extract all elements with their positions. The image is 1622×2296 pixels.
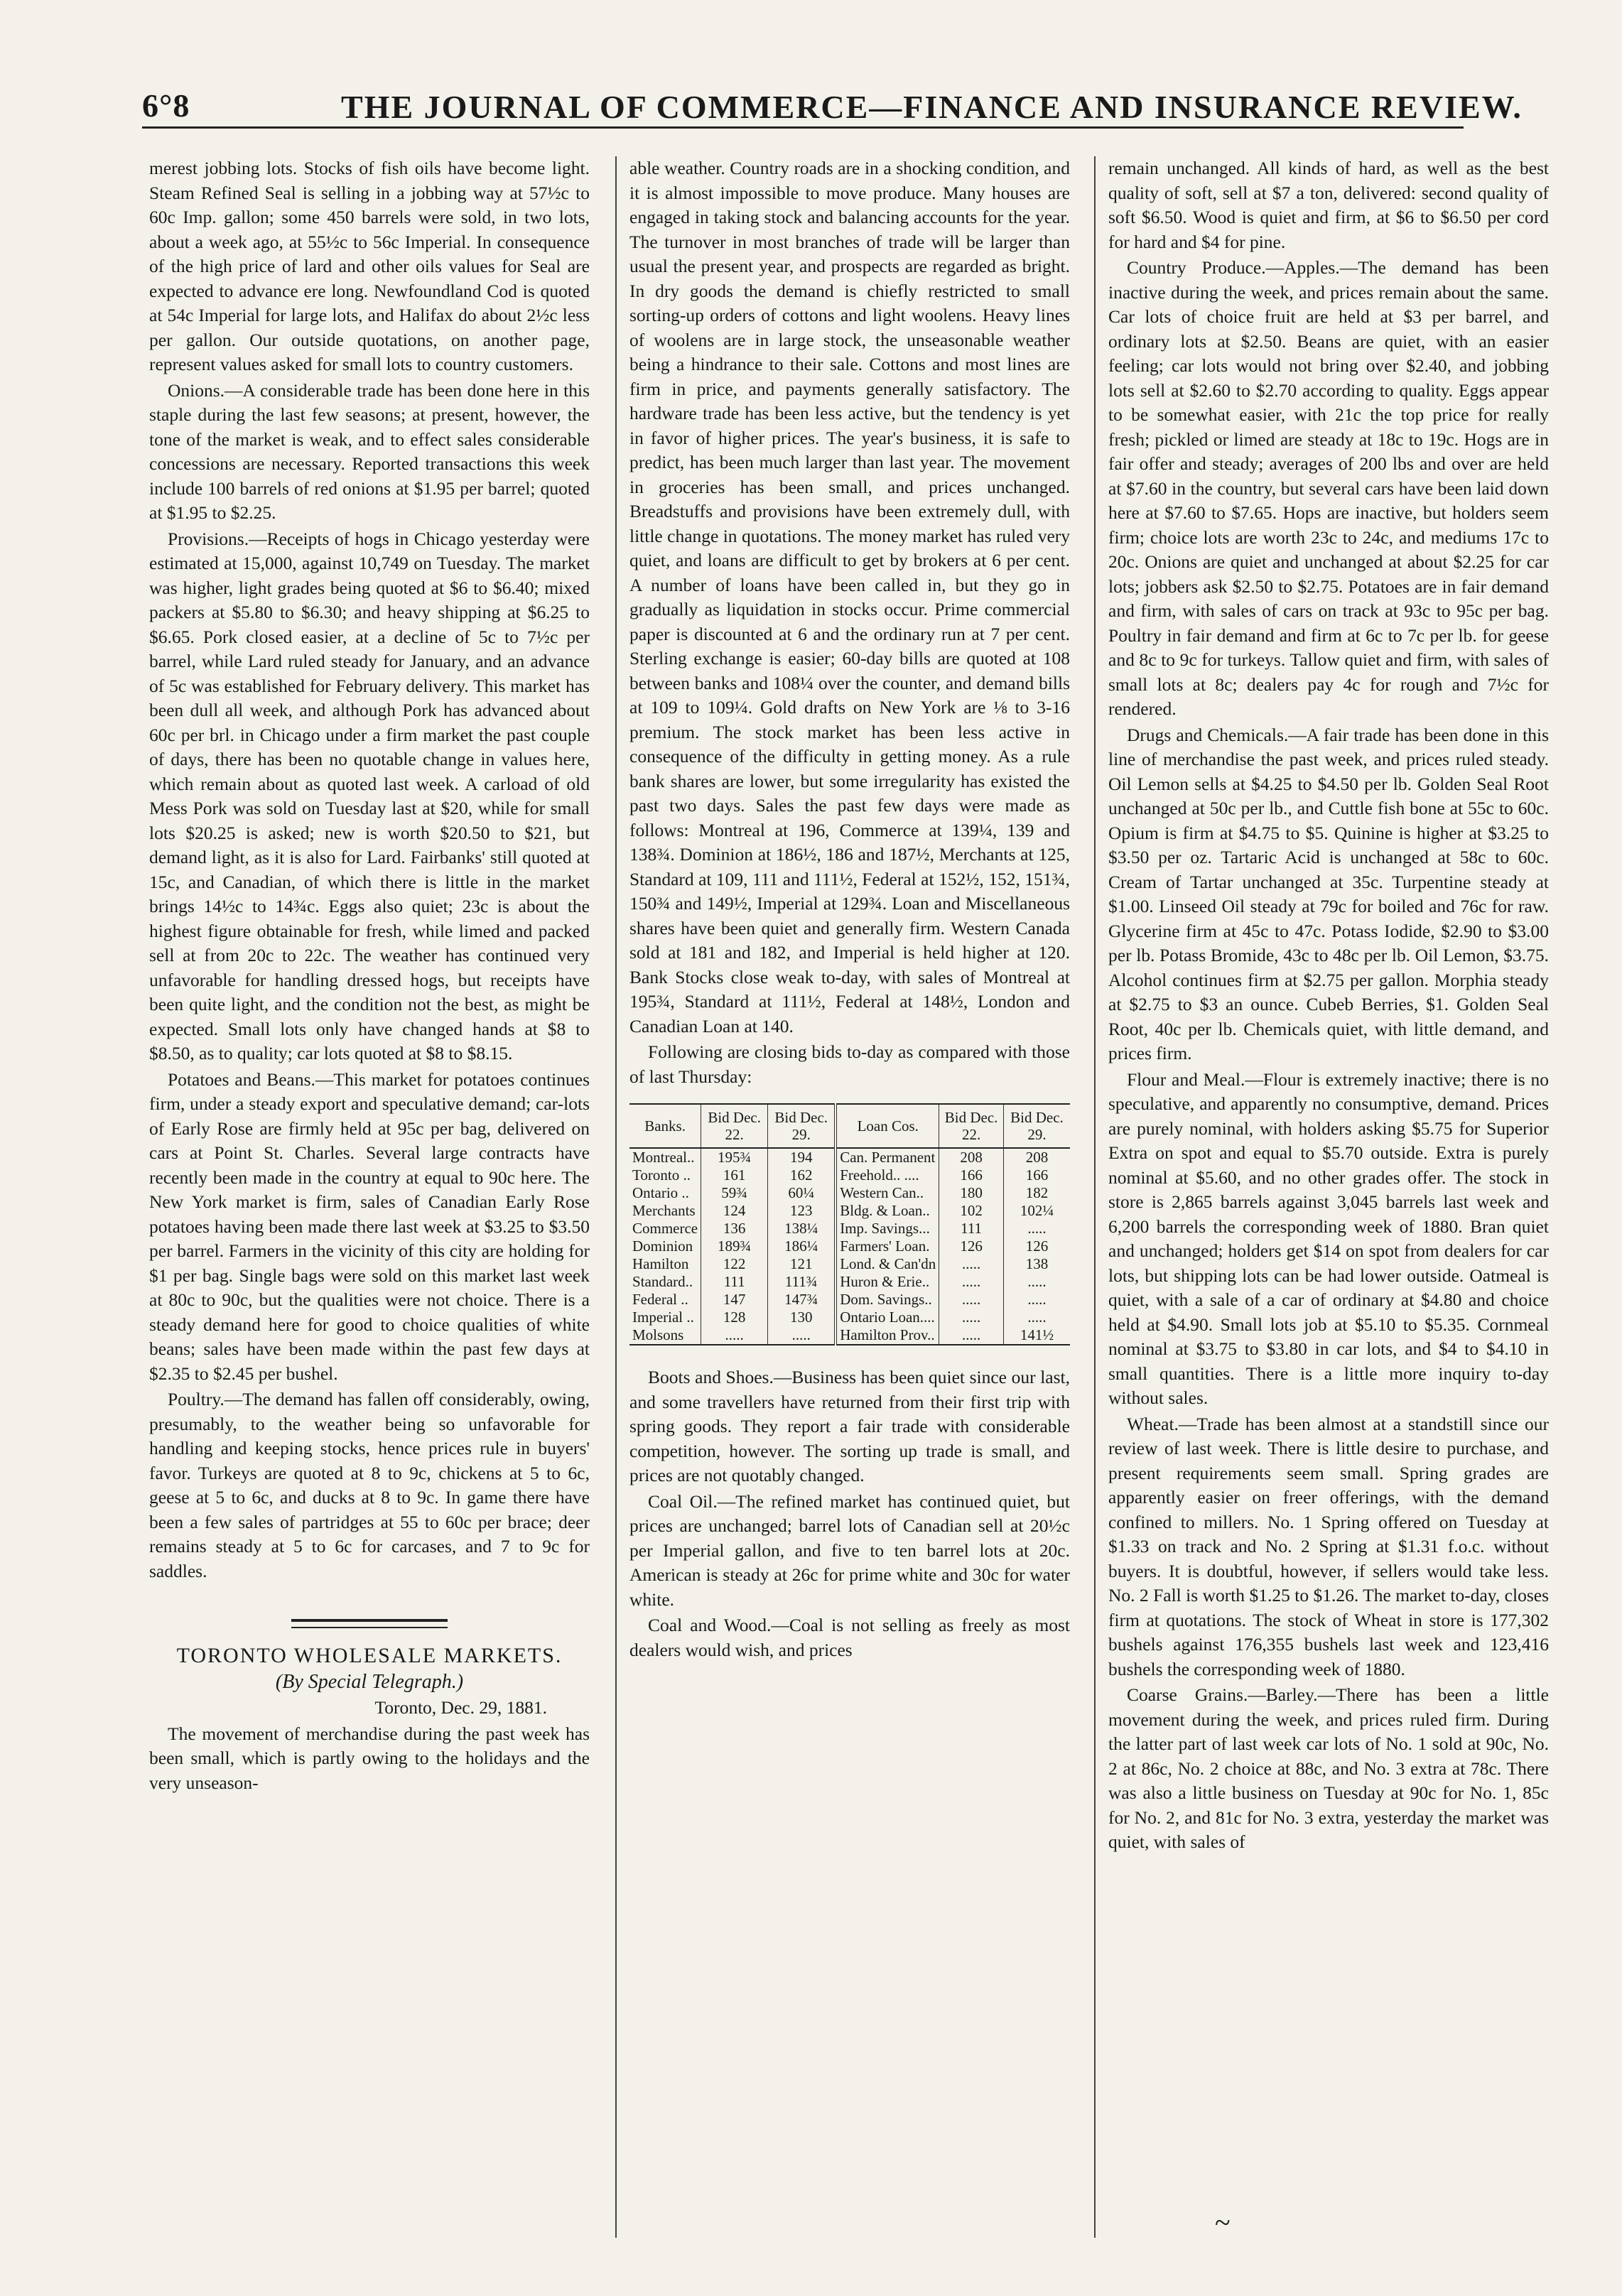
table-cell: 111 bbox=[701, 1273, 768, 1291]
table-cell: ..... bbox=[1003, 1273, 1070, 1291]
table-cell: 130 bbox=[768, 1309, 836, 1326]
dateline: Toronto, Dec. 29, 1881. bbox=[374, 1697, 547, 1718]
column-header: Loan Cos. bbox=[836, 1104, 939, 1148]
table-row bbox=[629, 1220, 1070, 1238]
table-header-row bbox=[629, 1104, 1070, 1148]
paragraph-coarse-grains: Coarse Grains.—Barley.—There has been a little movement during the week, and prices ruled firm. During the latter part of last week car lots of No. 1 sold at 90c, No. 2 at 86c, No. 2 choice at 88c, and No. 3 extra at 78c. There was also a little business on Tuesday at 90c for No. 1, 85c for No. 2, and 81c for No. 3 extra, yesterday the market was quiet, with sales of bbox=[1108, 1684, 1549, 1852]
table-cell: Dominion bbox=[632, 1238, 693, 1255]
paragraph: The movement of merchandise during the past week has been small, which is partly owing to the holidays and the very unseason- bbox=[149, 1723, 590, 1793]
section-title: TORONTO WHOLESALE MARKETS. bbox=[176, 1644, 563, 1667]
table-cell: Farmers' Loan. bbox=[836, 1238, 939, 1255]
column-header: Bid Dec. 29. bbox=[768, 1104, 836, 1148]
paragraph-coal-oil: Coal Oil.—The refined market has continued quiet, but prices are unchanged; barrel lots of Canadian sell at 20½c per Imperial gallon, and five to ten barrel lots at 20c. American is steady at 26c for prime white and 30c for water white. bbox=[629, 1490, 1070, 1610]
paragraph: able weather. Country roads are in a shocking condition, and it is almost impossible to move produce. Many houses are engaged in taking stock and balancing accounts for the year. The turnover in most branches of trade will be larger than usual the present year, and prospects are regarded as bright. In dry goods the demand is chiefly restricted to small sorting-up orders of cottons and light woolens. Heavy lines of woolens are in large stock, the unseasonable weather being a hindrance to their sale. Cottons and most lines are firm in price, and payments generally satisfactory. The hardware trade has been less active, but the tendency is yet in favor of higher prices. The year's business, it is safe to predict, has been much larger than last year. The movement in groceries has been small, and prices unchanged. Breadstuffs and provisions have been extremely dull, with little change in quotations. The money market has ruled very quiet, and loans are difficult to get by brokers at 6 per cent. A number of loans have been called in, but they go in gradually as liquidation in stocks occur. Prime commercial paper is discounted at 6 and the ordinary run at 7 per cent. Sterling exchange is easier; 60-day bills are quoted at 108 between banks and 108¼ over the counter, and demand bills at 109 to 109¼. Gold drafts on New York are ⅛ to 3-16 premium. The stock market has been less active in consequence of the difficulty in getting money. As a rule bank shares are lower, but some irregularity has existed the past two days. Sales the past few days were made as follows: Montreal at 196, Commerce at 139¼, 139 and 138¾. Dominion at 186½, 186 and 187½, Merchants at 125, Standard at 109, 111 and 111½, Federal at 152½, 152, 151¾, 150¾ and 149½, Imperial at 129¾. Loan and Miscellaneous shares have been quiet and generally firm. Western Canada sold at 181 and 182, and Imperial is held higher at 120. Bank Stocks close weak to-day, with sales of Montreal at 195¾, Standard at 111½, Federal at 148½, London and Canadian Loan at 140. bbox=[629, 158, 1070, 1036]
paragraph-poultry: Poultry.—The demand has fallen off considerably, owing, presumably, to the weather being so unfavorable for handling and keeping stocks, hence prices rule in buyers' favor. Turkeys are quoted at 8 to 9c, chickens at 5 to 6c, geese at 5 to 6c, and ducks at 8 to 9c. In game there have been a few sales of partridges at 55 to 60c per brace; deer remains steady at 5 to 6c for carcases, and 7 to 9c for saddles. bbox=[149, 1389, 590, 1581]
journal-title: THE JOURNAL OF COMMERCE—FINANCE AND INSURANCE REVIEW. bbox=[341, 89, 1523, 125]
table-cell: Ontario Loan.... bbox=[836, 1309, 939, 1326]
table-row bbox=[629, 1202, 1070, 1220]
table-cell: 111¾ bbox=[768, 1273, 836, 1291]
table-cell: 208 bbox=[939, 1148, 1004, 1166]
table-cell: 147¾ bbox=[768, 1291, 836, 1309]
column-header: Bid Dec. 29. bbox=[1003, 1104, 1070, 1148]
table-cell: Can. Permanent bbox=[836, 1148, 939, 1166]
table-cell: ..... bbox=[939, 1291, 1004, 1309]
section-subtitle: (By Special Telegraph.) bbox=[275, 1670, 464, 1693]
paragraph-boots-shoes: Boots and Shoes.—Business has been quiet since our last, and some travellers have returned from their first trip with spring goods. They report a fair trade with considerable competition, however. The sorting up trade is small, and prices are not quotably changed. bbox=[629, 1367, 1070, 1485]
table-cell: 166 bbox=[1003, 1166, 1070, 1184]
paragraph-country-produce: Country Produce.—Apples.—The demand has been inactive during the week, and prices remain about the same. Car lots of choice fruit are held at $3 per barrel, and ordinary lots at $2.50. Beans are quiet, with an easier feeling; car lots would not bring over $2.40, and jobbing lots sell at $2.60 to $2.70 according to quality. Eggs appear to be somewhat easier, with 21c the top price for really fresh; pickled or limed are steady at 18c to 19c. Hogs are in fair offer and steady; averages of 200 lbs and over are held at $7.60 in the country, but several cars have been laid down here at $7.60 to $7.65. Hops are inactive, but holders seem firm; choice lots are worth 23c to 24c, and mediums 17c to 20c. Onions are quiet and unchanged at about $2.25 for car lots; jobbers ask $2.50 to $2.75. Potatoes are in fair demand and firm, with sales of cars on track at 93c to 95c per bag. Poultry in fair demand and firm at 6c to 7c per lb. for geese and 8c to 9c for turkeys. Tallow quiet and firm, with sales of small lots at 8c; dealers pay 4c for rough and 7½c for rendered. bbox=[1108, 257, 1549, 719]
bids-table bbox=[629, 1103, 1070, 1345]
table-cell: ..... bbox=[939, 1326, 1004, 1345]
table-cell: ..... bbox=[768, 1326, 836, 1345]
column-header: Bid Dec. 22. bbox=[939, 1104, 1004, 1148]
table-cell: 162 bbox=[768, 1166, 836, 1184]
table-cell: Imp. Savings... bbox=[836, 1220, 939, 1238]
table-cell: 180 bbox=[939, 1184, 1004, 1202]
table-cell: ..... bbox=[1003, 1291, 1070, 1309]
table-row bbox=[629, 1291, 1070, 1309]
column-3 bbox=[1108, 156, 1549, 2245]
table-cell: ..... bbox=[939, 1309, 1004, 1326]
table-row bbox=[629, 1166, 1070, 1184]
table-cell: Freehold.. .... bbox=[836, 1166, 939, 1184]
table-row bbox=[629, 1273, 1070, 1291]
paragraph-wheat: Wheat.—Trade has been almost at a standstill since our review of last week. There is little desire to purchase, and present requirements seem small. Spring grades are apparently easier on freer offerings, with the demand confined to millers. No. 1 Spring offered on Tuesday at $1.33 on track and No. 2 Spring at $1.31 f.o.c. without buyers. It is doubtful, however, if sellers would take less. No. 2 Fall is worth $1.25 to $1.26. The market to-day, closes firm at quotations. The stock of Wheat in store is 177,302 bushels against 176,355 bushels last week and 123,416 bushels the corresponding week of 1880. bbox=[1108, 1413, 1549, 1679]
table-row bbox=[629, 1309, 1070, 1326]
paragraph-table-intro: Following are closing bids to-day as compared with those of last Thursday: bbox=[629, 1041, 1070, 1087]
paragraph-coal-wood: Coal and Wood.—Coal is not selling as freely as most dealers would wish, and prices bbox=[629, 1615, 1070, 1660]
paragraph-flour-meal: Flour and Meal.—Flour is extremely inactive; there is no speculative, and apparently no consumptive, demand. Prices are purely nominal, with holders asking $5.75 for Superior Extra on spot and equal to $5.70 outside. Extra is purely nominal at $5.60, and no other grades offer. The stock in store is 2,865 barrels against 3,045 barrels last week and 6,200 barrels the corresponding week of 1880. Bran quiet and unchanged; holders get $14 on spot from dealers for car lots, but shipping lots can be had lower outside. Oatmeal is quiet, with a sale of a car of ordinary at $4.80 and choice held at $4.90. Small lots job at $5.10 to $5.35. Cornmeal nominal at $3.75 to $3.80 in car lots, and $4 to $4.10 in small quantities. There is a little more inquiry to-day without sales. bbox=[1108, 1068, 1549, 1408]
table-cell: 166 bbox=[939, 1166, 1004, 1184]
section-separator bbox=[291, 1619, 448, 1628]
paragraph-drugs-chemicals: Drugs and Chemicals.—A fair trade has been done in this line of merchandise the past week, and prices ruled steady. Oil Lemon sells at $4.25 to $4.50 per lb. Golden Seal Root unchanged at 50c per lb., and Cuttle fish bone at 55c to 60c. Opium is firm at $4.75 to $5. Quinine is higher at $3.25 to $3.50 per oz. Tartaric Acid is unchanged at 58c to 60c. Cream of Tartar unchanged at 35c. Turpentine steady at $1.00. Linseed Oil steady at 79c for boiled and 76c for raw. Glycerine firm at 45c to 47c. Potass Iodide, $2.90 to $3.00 per lb. Potass Bromide, 43c to 48c per lb. Oil Lemon, $3.75. Alcohol continues firm at $2.75 per gallon. Morphia steady at $2.75 to $3 an ounce. Cubeb Berries, $1. Golden Seal Root, 40c per lb. Chemicals quiet, with little demand, and prices firm. bbox=[1108, 724, 1549, 1063]
table-cell: Standard.. bbox=[632, 1273, 693, 1290]
table-cell: 124 bbox=[701, 1202, 768, 1220]
table-cell: Molsons bbox=[632, 1326, 684, 1343]
table-cell: Huron & Erie.. bbox=[836, 1273, 939, 1291]
table-cell: 126 bbox=[939, 1238, 1004, 1255]
table-cell: 126 bbox=[1003, 1238, 1070, 1255]
table-cell: 189¾ bbox=[701, 1238, 768, 1255]
table-row bbox=[629, 1184, 1070, 1202]
table-cell: ..... bbox=[1003, 1309, 1070, 1326]
table-cell: ..... bbox=[939, 1255, 1004, 1273]
paragraph-onions: Onions.—A considerable trade has been done here in this staple during the last few seasons; at present, however, the tone of the market is weak, and to effect sales considerable concessions are necessary. Reported transactions this week include 100 barrels of red onions at $1.95 per barrel; quoted at $1.95 to $2.25. bbox=[149, 379, 590, 523]
paragraph: remain unchanged. All kinds of hard, as well as the best quality of soft, sell at $7 a ton, delivered: second quality of soft $6.50. Wood is quiet and firm, at $6 to $6.50 per cord for hard and $4 for pine. bbox=[1108, 158, 1549, 252]
table-cell: 102¼ bbox=[1003, 1202, 1070, 1220]
table-cell: Toronto .. bbox=[632, 1166, 691, 1184]
table-cell: Hamilton Prov.. bbox=[836, 1326, 939, 1345]
footer-mark: ~ bbox=[1215, 2206, 1231, 2238]
table-cell: Imperial .. bbox=[632, 1309, 694, 1326]
column-2 bbox=[629, 156, 1070, 2245]
table-row bbox=[629, 1326, 1070, 1345]
table-cell: 128 bbox=[701, 1309, 768, 1326]
table-cell: Hamilton bbox=[632, 1255, 689, 1272]
table-cell: 147 bbox=[701, 1291, 768, 1309]
table-cell: 186¼ bbox=[768, 1238, 836, 1255]
table-cell: 59¾ bbox=[701, 1184, 768, 1202]
table-cell: 138 bbox=[1003, 1255, 1070, 1273]
column-1 bbox=[149, 156, 590, 2245]
table-cell: 121 bbox=[768, 1255, 836, 1273]
table-cell: ..... bbox=[1003, 1220, 1070, 1238]
paragraph-potatoes-beans: Potatoes and Beans.—This market for potatoes continues firm, under a steady export and speculative demand; car-lots of Early Rose are firmly held at 95c per bag, delivered on cars at Point St. Charles. Several large contracts have recently been made in the country at equal to 90c here. The New York market is firm, sales of Canadian Early Rose potatoes having been made there last week at $3.25 to $3.50 per barrel. Farmers in the vicinity of this city are holding for $1 per bag. Single bags were sold on this market last week at 80c to 90c, but the qualities were not choice. There is a steady demand here for good to choice qualities of white beans; sales have been made within the past few days at $2.35 to $2.45 per bushel. bbox=[149, 1068, 590, 1384]
table-cell: Bldg. & Loan.. bbox=[836, 1202, 939, 1220]
table-cell: ..... bbox=[939, 1273, 1004, 1291]
table-cell: 123 bbox=[768, 1202, 836, 1220]
column-rule bbox=[1094, 156, 1096, 2238]
paragraph-provisions: Provisions.—Receipts of hogs in Chicago yesterday were estimated at 15,000, against 10,749 on Tuesday. The market was higher, light grades being quoted at $6 to $6.40; mixed packers at $5.80 to $6.30; and heavy shipping at $6.25 to $6.65. Pork closed easier, at a decline of 5c to 7½c per barrel, while Lard ruled steady for January, and an advance of 5c was established for February delivery. This market has been dull all week, and although Pork has advanced about 60c per brl. in Chicago under a firm market the past couple of days, there has been no quotable change in values here, which remain about as quoted last week. A carload of old Mess Pork was sold on Tuesday last at $20, while for small lots $20.25 is asked; new is worth $20.50 to $21, but demand light, as it is also for Lard. Fairbanks' still quoted at 15c, and Canadian, of which there is little in the market brings 14½c to 14¾c. Eggs also quiet; 23c is about the highest figure obtainable for fresh, while limed and packed sell at from 20c to 22c. The weather has continued very unfavorable for handling dressed hogs, but receipts have been quite light, and the condition not the best, as might be expected. Small lots only have changed hands at $8 to $8.50, as to quality; car lots quoted at $8 to $8.15. bbox=[149, 528, 590, 1063]
table-row bbox=[629, 1238, 1070, 1255]
table-cell: 161 bbox=[701, 1166, 768, 1184]
page-number: 6°8 bbox=[142, 87, 190, 124]
table-cell: 141½ bbox=[1003, 1326, 1070, 1345]
table-cell: 195¾ bbox=[701, 1148, 768, 1166]
column-header: Banks. bbox=[629, 1104, 701, 1148]
table-row bbox=[629, 1255, 1070, 1273]
table-cell: Western Can.. bbox=[836, 1184, 939, 1202]
page-header bbox=[142, 84, 1523, 129]
table-cell: Federal .. bbox=[632, 1291, 688, 1308]
table-cell: 182 bbox=[1003, 1184, 1070, 1202]
table-cell: Montreal.. bbox=[632, 1149, 695, 1166]
column-rule bbox=[615, 156, 617, 2238]
paragraph: merest jobbing lots. Stocks of fish oils have become light. Steam Refined Seal is selling in a jobbing way at 57½c to 60c Imp. gallon; some 450 barrels were sold, in two lots, about a week ago, at 55½c to 56c Imperial. In consequence of the high price of lard and other oils values for Seal are expected to advance ere long. Newfoundland Cod is quoted at 54c Imperial for large lots, and Halifax do about 2½c less per gallon. Our outside quotations, on another page, represent values asked for small lots to country customers. bbox=[149, 158, 590, 374]
table-cell: 208 bbox=[1003, 1148, 1070, 1166]
table-cell: Dom. Savings.. bbox=[836, 1291, 939, 1309]
table-cell: 102 bbox=[939, 1202, 1004, 1220]
table-cell: 60¼ bbox=[768, 1184, 836, 1202]
table-cell: 136 bbox=[701, 1220, 768, 1238]
table-cell: 194 bbox=[768, 1148, 836, 1166]
table-cell: 138¼ bbox=[768, 1220, 836, 1238]
table-cell: Merchants bbox=[632, 1202, 696, 1219]
table-body bbox=[629, 1148, 1070, 1345]
table-cell: 111 bbox=[939, 1220, 1004, 1238]
table-cell: 122 bbox=[701, 1255, 768, 1273]
table-cell: ..... bbox=[701, 1326, 768, 1345]
column-header: Bid Dec. 22. bbox=[701, 1104, 768, 1148]
table-cell: Commerce bbox=[632, 1220, 698, 1237]
table-cell: Ontario .. bbox=[632, 1184, 689, 1201]
table-row bbox=[629, 1148, 1070, 1166]
table-cell: Lond. & Can'dn bbox=[836, 1255, 939, 1273]
